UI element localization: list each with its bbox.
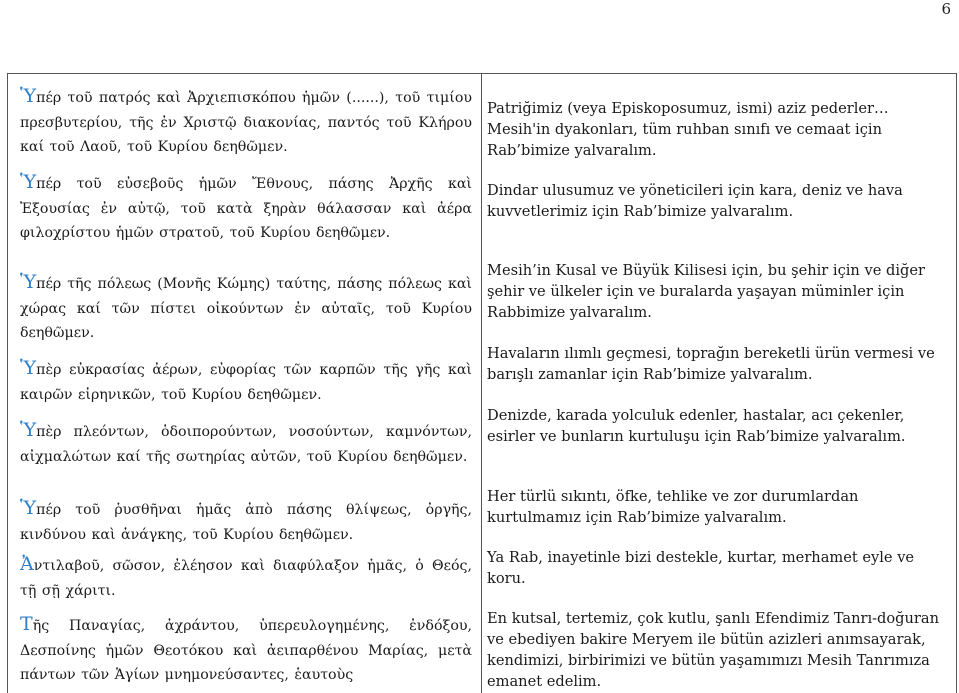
page-number: 6	[941, 0, 951, 18]
drop-initial: Ὑ	[20, 419, 37, 441]
turkish-petition: Dindar ulusumuz ve yöneticileri için kara, deniz ve hava kuvvetlerimiz için Rab’bimize yalvaralım.	[487, 182, 903, 220]
column-divider	[481, 73, 482, 693]
greek-petition	[20, 170, 472, 246]
turkish-petition: Havaların ılımlı geçmesi, toprağın bereketli ürün vermesi ve barışlı zamanlar için Rab’bimize yalvaralım.	[487, 345, 935, 383]
turkish-petition: Her türlü sıkıntı, öfke, tehlike ve zor durumlardan kurtulmamız için Rab’bimize yalvaralım.	[487, 488, 859, 526]
greek-petition-text: πὲρ εὐκρασίας ἀέρων, εὐφορίας τῶν καρπῶν τῆς γῆς καὶ καιρῶν εἰρηνικῶν, τοῦ Κυρίου δεηθῶμεν.	[20, 362, 472, 403]
greek-petition-text: πέρ τῆς πόλεως (Μονῆς Κώμης) ταύτης, πάσης πόλεως καὶ χώρας καί τῶν πίστει οἰκούντων ἐν αὐταῖς, τοῦ Κυρίου δεηθῶμεν.	[20, 276, 472, 342]
greek-petition-text: πέρ τοῦ πατρός καὶ Ἀρχιεπισκόπου ἡμῶν (......), τοῦ τιμίου πρεσβυτερίου, τῆς ἐν Χριστῷ διακονίας, παντός τοῦ Κλήρου καί τοῦ Λαοῦ, τοῦ Κυρίου δεηθῶμεν.	[20, 90, 472, 156]
drop-initial: Ὑ	[20, 357, 37, 379]
drop-initial: Ὑ	[20, 497, 37, 519]
drop-initial: Ὑ	[20, 85, 37, 107]
turkish-petition: En kutsal, tertemiz, çok kutlu, şanlı Efendimiz Tanrı-doğuran ve ebediyen bakire Meryem ile bütün azizleri anımsayarak, kendimizi, birbirimizi ve bütün yaşamımızı Mesih Tanrımıza emanet edelim.	[487, 610, 939, 690]
drop-initial: Ὑ	[20, 271, 37, 293]
greek-petition	[20, 612, 472, 688]
greek-petition-text: πέρ τοῦ ῥυσθῆναι ἡμᾶς ἀπὸ πάσης θλίψεως, ὀργῆς, κινδύνου καὶ ἀνάγκης, τοῦ Κυρίου δεηθῶμεν.	[20, 502, 472, 543]
greek-petition-text: ῆς Παναγίας, ἀχράντου, ὑπερευλογημένης, ἐνδόξου, Δεσποίνης ἡμῶν Θεοτόκου καὶ ἀειπαρθένου Μαρίας, μετὰ πάντων τῶν Ἁγίων μνημονεύσαντες, ἑαυτοὺς	[20, 618, 472, 684]
greek-petition	[20, 552, 472, 603]
turkish-petition: Patriğimiz (veya Episkoposumuz, ismi) aziz pederler… Mesih'in dyakonları, tüm ruhban sınıfı ve cemaat için Rab’bimize yalvaralım.	[487, 100, 889, 159]
turkish-petition: Denizde, karada yolculuk edenler, hastalar, acı çekenler, esirler ve bunların kurtuluşu için Rab’bimize yalvaralım.	[487, 407, 906, 445]
greek-petition-text: ντιλαβοῦ, σῶσον, ἐλέησον καὶ διαφύλαξον ἡμᾶς, ὁ Θεός, τῇ σῇ χάριτι.	[20, 558, 472, 599]
greek-petition-text: πὲρ πλεόντων, ὁδοιπορούντων, νοσούντων, καμνόντων, αἰχμαλώτων καί τῆς σωτηρίας αὐτῶν, τοῦ Κυρίου δεηθῶμεν.	[20, 424, 472, 465]
turkish-petition: Mesih’in Kusal ve Büyük Kilisesi için, bu şehir için ve diğer şehir ve ülkeler için ve buralarda yaşayan müminler için Rabbimize yalvaralım.	[487, 262, 925, 321]
greek-petition	[20, 496, 472, 547]
greek-petition	[20, 84, 472, 160]
drop-initial: Ἀ	[20, 553, 34, 575]
turkish-petition: Ya Rab, inayetinle bizi destekle, kurtar, merhamet eyle ve koru.	[487, 549, 915, 587]
drop-initial: Ὑ	[20, 171, 37, 193]
greek-petition	[20, 270, 472, 346]
drop-initial: Τ	[20, 613, 33, 635]
greek-petition	[20, 418, 472, 469]
greek-petition	[20, 356, 472, 407]
greek-petition-text: πέρ τοῦ εὐσεβοῦς ἡμῶν Ἔθνους, πάσης Ἀρχῆς καὶ Ἐξουσίας ἐν αὐτῷ, τοῦ κατὰ ξηρὰν θάλασσαν καὶ ἀέρα φιλοχρίστου ἡμῶν στρατοῦ, τοῦ Κυρίου δεηθῶμεν.	[20, 176, 472, 242]
